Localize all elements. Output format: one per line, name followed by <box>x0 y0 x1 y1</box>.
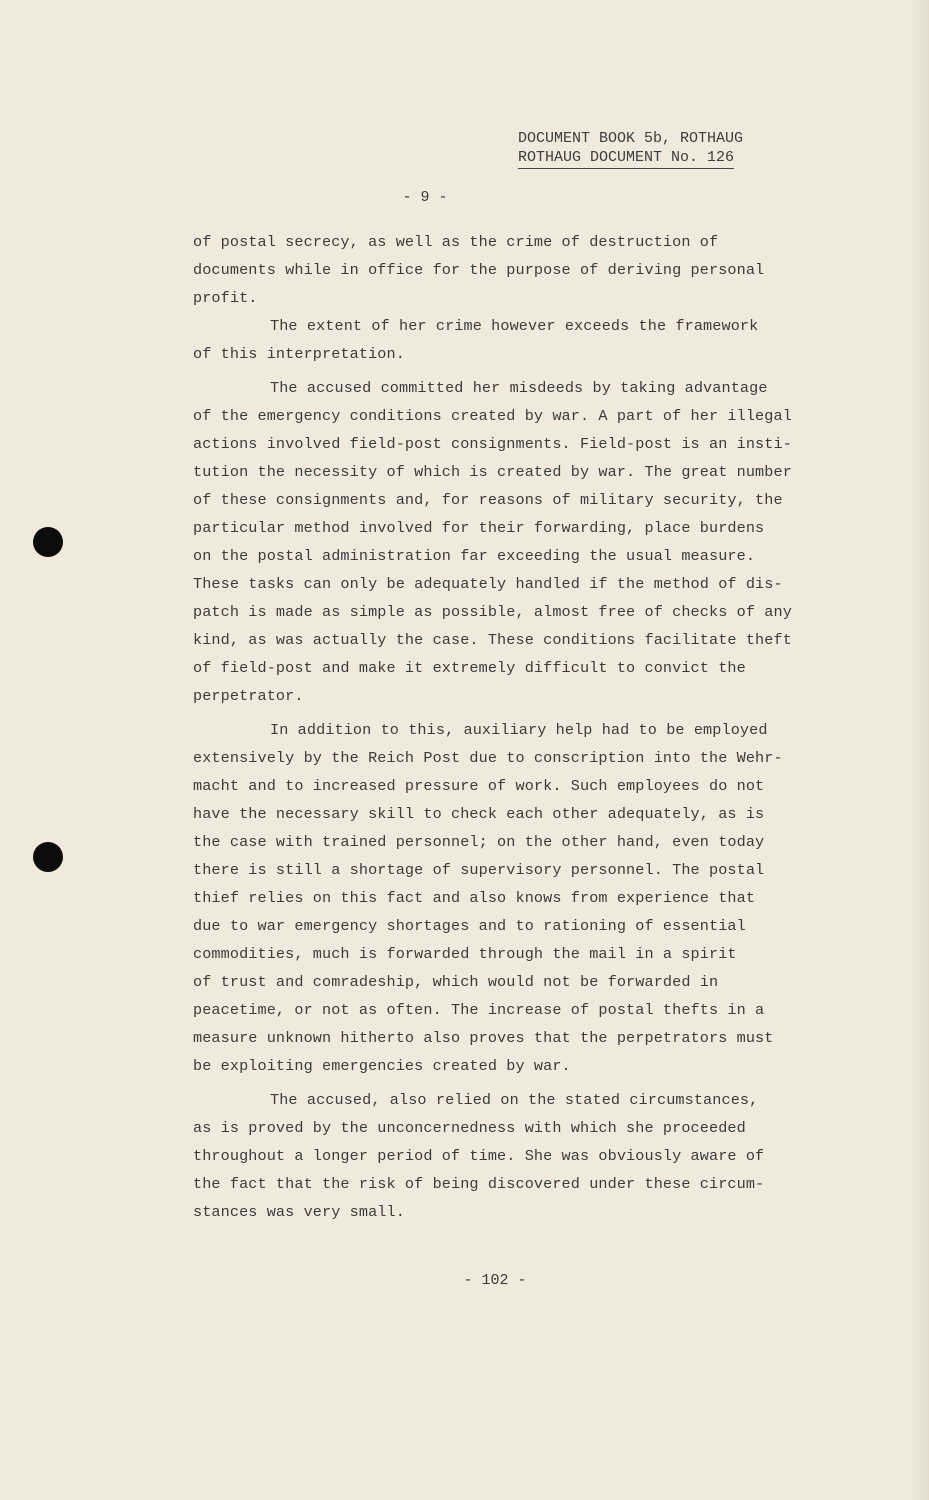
text-line: be exploiting emergencies created by war. <box>193 1057 571 1075</box>
text-line: macht and to increased pressure of work. Such employees do not <box>193 777 765 795</box>
text-line: on the postal administration far exceeding the usual measure. <box>193 547 756 565</box>
text-line: of trust and comradeship, which would not be forwarded in <box>193 973 719 991</box>
text-line: of this interpretation. <box>193 345 405 363</box>
text-line: have the necessary skill to check each other adequately, as is <box>193 805 765 823</box>
text-line: the case with trained personnel; on the other hand, even today <box>193 833 765 851</box>
page-number-bottom: - 102 - <box>463 1272 527 1289</box>
text-line: documents while in office for the purpose of deriving personal <box>193 261 765 279</box>
punch-hole <box>33 842 63 872</box>
text-line: the fact that the risk of being discovered under these circum- <box>193 1175 765 1193</box>
text-line: These tasks can only be adequately handled if the method of dis- <box>193 575 783 593</box>
text-line: particular method involved for their forwarding, place burdens <box>193 519 765 537</box>
text-line: kind, as was actually the case. These conditions facilitate theft <box>193 631 792 649</box>
text-line: tution the necessity of which is created by war. The great number <box>193 463 792 481</box>
punch-hole <box>33 527 63 557</box>
text-line: stances was very small. <box>193 1203 405 1221</box>
text-line: perpetrator. <box>193 687 304 705</box>
text-line: The extent of her crime however exceeds the framework <box>270 317 759 335</box>
text-line: actions involved field-post consignments. Field-post is an insti- <box>193 435 792 453</box>
text-line: throughout a longer period of time. She was obviously aware of <box>193 1147 765 1165</box>
text-line: of these consignments and, for reasons of military security, the <box>193 491 783 509</box>
text-line: due to war emergency shortages and to rationing of essential <box>193 917 746 935</box>
text-line: of postal secrecy, as well as the crime of destruction of <box>193 233 719 251</box>
text-line: profit. <box>193 289 258 307</box>
text-line: patch is made as simple as possible, almost free of checks of any <box>193 603 792 621</box>
text-line: extensively by the Reich Post due to conscription into the Wehr- <box>193 749 783 767</box>
text-line: The accused, also relied on the stated circumstances, <box>270 1091 759 1109</box>
text-line: there is still a shortage of supervisory personnel. The postal <box>193 861 765 879</box>
text-line: of field-post and make it extremely difficult to convict the <box>193 659 746 677</box>
header-document-number: ROTHAUG DOCUMENT No. 126 <box>518 148 734 169</box>
text-line: measure unknown hitherto also proves that the perpetrators must <box>193 1029 774 1047</box>
text-line: peacetime, or not as often. The increase of postal thefts in a <box>193 1001 765 1019</box>
text-line: as is proved by the unconcernedness with which she proceeded <box>193 1119 746 1137</box>
text-line: thief relies on this fact and also knows from experience that <box>193 889 756 907</box>
header-document-book: DOCUMENT BOOK 5b, ROTHAUG <box>518 130 744 147</box>
body-text <box>193 228 833 1226</box>
text-line: The accused committed her misdeeds by taking advantage <box>270 379 768 397</box>
document-header <box>518 129 743 169</box>
page-number-top: - 9 - <box>402 189 448 206</box>
text-line: commodities, much is forwarded through the mail in a spirit <box>193 945 737 963</box>
text-line: of the emergency conditions created by war. A part of her illegal <box>193 407 792 425</box>
text-line: In addition to this, auxiliary help had to be employed <box>270 721 768 739</box>
